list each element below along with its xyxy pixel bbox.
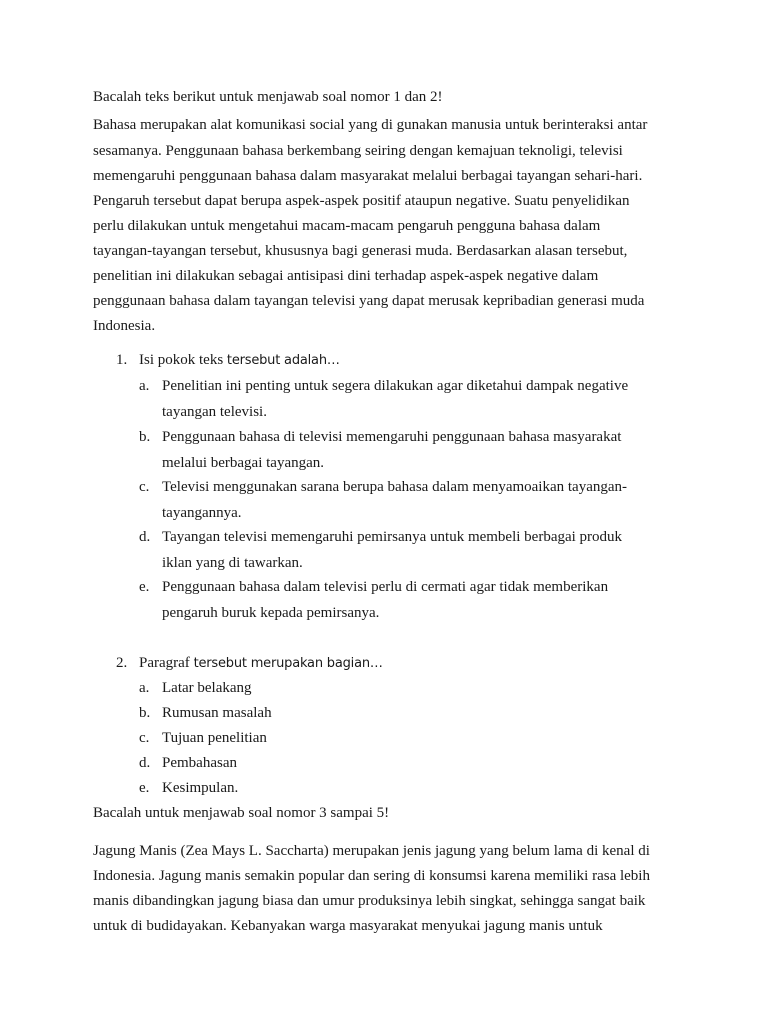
option-letter: c. — [139, 730, 150, 746]
option-text: Latar belakang — [162, 680, 252, 696]
option-letter: c. — [139, 479, 150, 495]
option-text: Tayangan televisi memengaruhi pemirsanya untuk membeli berbagai produk — [162, 529, 623, 545]
question-text-tail: tersebut merupakan bagian… — [193, 656, 383, 671]
passage-1-line: Indonesia. — [93, 318, 156, 334]
instruction-1: Bacalah teks berikut untuk menjawab soal nomor 1 dan 2! — [93, 89, 443, 105]
option-letter: e. — [139, 780, 150, 796]
question-text-tail: tersebut adalah… — [226, 353, 340, 368]
passage-2-line: Jagung Manis (Zea Mays L. Saccharta) merupakan jenis jagung yang belum lama di kenal di — [93, 843, 650, 859]
question-text-main: Isi pokok teks — [139, 352, 227, 368]
option-letter: d. — [139, 755, 151, 771]
option-letter: a. — [139, 378, 150, 394]
question-text — [139, 351, 340, 370]
question-number: 1. — [116, 352, 128, 368]
option-letter: e. — [139, 579, 150, 595]
passage-2-line: Indonesia. Jagung manis semakin popular dan sering di konsumsi karena memiliki rasa lebih — [93, 868, 650, 884]
option-letter: b. — [139, 429, 151, 445]
option-text: Penelitian ini penting untuk segera dilakukan agar diketahui dampak negative — [162, 378, 629, 394]
passage-2-line: manis dibandingkan jagung biasa dan umur produksinya lebih singkat, sehingga sangat baik — [93, 893, 646, 909]
passage-2-line: untuk di budidayakan. Kebanyakan warga masyarakat menyukai jagung manis untuk — [93, 918, 603, 934]
passage-1-line: perlu dilakukan untuk mengetahui macam-macam pengaruh pengguna bahasa dalam — [93, 218, 601, 234]
option-text: tayangan televisi. — [162, 404, 267, 420]
passage-1-line: penelitian ini dilakukan sebagai antisipasi dini terhadap aspek-aspek negative dalam — [93, 268, 599, 284]
option-text: Penggunaan bahasa dalam televisi perlu di cermati agar tidak memberikan — [162, 579, 609, 595]
question-text — [139, 654, 383, 673]
passage-1-line: penggunaan bahasa dalam tayangan televisi yang dapat merusak kepribadian generasi muda — [93, 293, 645, 309]
question-number: 2. — [116, 655, 128, 671]
option-text: Rumusan masalah — [162, 705, 272, 721]
option-text: iklan yang di tawarkan. — [162, 555, 303, 571]
question-text-main: Paragraf — [139, 655, 194, 671]
option-letter: d. — [139, 529, 151, 545]
option-text: Pembahasan — [162, 755, 237, 771]
passage-1-line: sesamanya. Penggunaan bahasa berkembang seiring dengan kemajuan teknoligi, televisi — [93, 143, 623, 159]
passage-1-line: Pengaruh tersebut dapat berupa aspek-aspek positif ataupun negative. Suatu penyelidikan — [93, 193, 630, 209]
option-text: Televisi menggunakan sarana berupa bahasa dalam menyamoaikan tayangan- — [162, 479, 628, 495]
passage-1-line: memengaruhi penggunaan bahasa dalam masyarakat melalui berbagai tayangan sehari-hari. — [93, 168, 643, 184]
option-letter: b. — [139, 705, 151, 721]
option-text: pengaruh buruk kepada pemirsanya. — [162, 605, 380, 621]
option-text: Tujuan penelitian — [162, 730, 267, 746]
passage-1-line: Bahasa merupakan alat komunikasi social yang di gunakan manusia untuk berinteraksi antar — [93, 117, 648, 133]
instruction-2: Bacalah untuk menjawab soal nomor 3 sampai 5! — [93, 805, 390, 821]
option-text: Kesimpulan. — [162, 780, 239, 796]
passage-1-line: tayangan-tayangan tersebut, khususnya bagi generasi muda. Berdasarkan alasan tersebut, — [93, 243, 628, 259]
option-text: tayangannya. — [162, 505, 242, 521]
option-text: Penggunaan bahasa di televisi memengaruhi penggunaan bahasa masyarakat — [162, 429, 622, 445]
option-letter: a. — [139, 680, 150, 696]
option-text: melalui berbagai tayangan. — [162, 455, 325, 471]
